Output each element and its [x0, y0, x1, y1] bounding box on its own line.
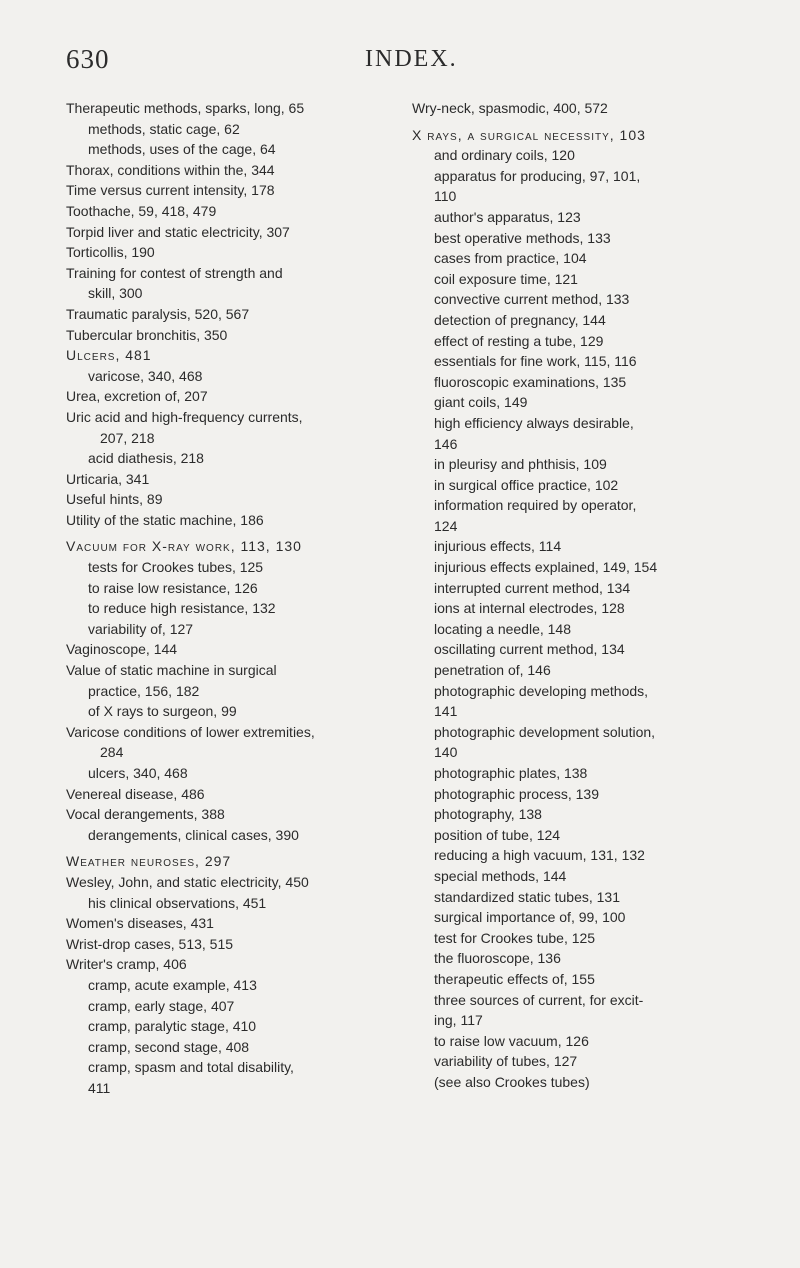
- index-entry: information required by operator,: [434, 497, 637, 514]
- index-entry: ions at internal electrodes, 128: [434, 600, 625, 617]
- index-entry: methods, uses of the cage, 64: [88, 141, 276, 158]
- index-entry: best operative methods, 133: [434, 229, 611, 246]
- index-entry: Therapeutic methods, sparks, long, 65: [66, 100, 305, 116]
- index-entry: Torticollis, 190: [66, 244, 155, 261]
- index-entry: derangements, clinical cases, 390: [88, 826, 299, 843]
- index-entry: skill, 300: [88, 285, 143, 302]
- index-entry: photographic developing methods,: [434, 682, 649, 699]
- index-entry: Wry-neck, spasmodic, 400, 572: [412, 100, 608, 116]
- index-entry: acid diathesis, 218: [88, 450, 204, 467]
- index-entry: cases from practice, 104: [434, 250, 587, 267]
- running-title: INDEX.: [365, 46, 458, 72]
- index-entry: cramp, early stage, 407: [88, 997, 235, 1014]
- index-entry: variability of tubes, 127: [434, 1053, 578, 1070]
- index-entry: Vocal derangements, 388: [66, 806, 225, 823]
- index-entry: Useful hints, 89: [66, 491, 163, 508]
- index-entry: 411: [88, 1079, 111, 1096]
- index-entry: photographic process, 139: [434, 785, 599, 802]
- index-entry: convective current method, 133: [434, 291, 630, 308]
- index-entry: 284: [100, 744, 124, 761]
- index-entry: Vacuum for X-ray work, 113, 130: [66, 538, 302, 555]
- index-entry: Wrist-drop cases, 513, 515: [66, 935, 234, 952]
- index-entry: Time versus current intensity, 178: [66, 182, 275, 199]
- index-entry: three sources of current, for excit-: [434, 991, 644, 1008]
- index-entry: effect of resting a tube, 129: [434, 332, 604, 349]
- index-entry: to raise low vacuum, 126: [434, 1032, 589, 1049]
- index-entry: injurious effects explained, 149, 154: [434, 559, 658, 576]
- index-entry: Torpid liver and static electricity, 307: [66, 223, 290, 240]
- index-entry: 124: [434, 517, 458, 534]
- index-entry: oscillating current method, 134: [434, 641, 625, 658]
- index-entry: cramp, paralytic stage, 410: [88, 1018, 257, 1035]
- index-entry: to raise low resistance, 126: [88, 579, 258, 596]
- index-entry: cramp, spasm and total disability,: [88, 1059, 294, 1076]
- index-entry: Vaginoscope, 144: [66, 641, 178, 658]
- index-entry: in surgical office practice, 102: [434, 476, 619, 493]
- index-entry: of X rays to surgeon, 99: [88, 703, 237, 720]
- index-entry: 146: [434, 435, 458, 452]
- index-entry: high efficiency always desirable,: [434, 414, 634, 431]
- index-entry: 140: [434, 744, 458, 761]
- index-entry: detection of pregnancy, 144: [434, 311, 606, 328]
- page-number: 630: [66, 44, 110, 74]
- index-entry: practice, 156, 182: [88, 682, 200, 699]
- index-entry: Uric acid and high-frequency currents,: [66, 408, 303, 425]
- index-entry: therapeutic effects of, 155: [434, 970, 595, 987]
- index-entry: Wesley, John, and static electricity, 450: [66, 873, 309, 890]
- index-entry: methods, static cage, 62: [88, 120, 240, 137]
- index-entry: Tubercular bronchitis, 350: [66, 326, 228, 343]
- index-entry: to reduce high resistance, 132: [88, 600, 276, 617]
- index-entry: Varicose conditions of lower extremities,: [66, 723, 315, 740]
- index-entry: coil exposure time, 121: [434, 270, 578, 287]
- index-entry: the fluoroscope, 136: [434, 950, 561, 967]
- index-entry: Ulcers, 481: [66, 347, 152, 364]
- index-entry: apparatus for producing, 97, 101,: [434, 167, 641, 184]
- index-entry: interrupted current method, 134: [434, 579, 631, 596]
- index-entry: Toothache, 59, 418, 479: [66, 202, 217, 219]
- index-entry: essentials for fine work, 115, 116: [434, 353, 637, 370]
- index-entry: Weather neuroses, 297: [66, 853, 232, 870]
- index-entry: variability of, 127: [88, 620, 194, 637]
- page-header: [0, 44, 800, 84]
- index-entry: 110: [434, 188, 457, 205]
- index-entry: (see also Crookes tubes): [434, 1073, 590, 1090]
- index-entry: Writer's cramp, 406: [66, 956, 187, 973]
- index-entry: reducing a high vacuum, 131, 132: [434, 847, 645, 864]
- index-entry: cramp, acute example, 413: [88, 976, 257, 993]
- index-entry: position of tube, 124: [434, 826, 561, 843]
- index-entry: photography, 138: [434, 806, 542, 823]
- index-entry: tests for Crookes tubes, 125: [88, 559, 264, 576]
- index-entry: author's apparatus, 123: [434, 208, 581, 225]
- index-entry: injurious effects, 114: [434, 538, 562, 555]
- index-entry: 207, 218: [100, 429, 155, 446]
- index-entry: special methods, 144: [434, 867, 567, 884]
- index-entry: Venereal disease, 486: [66, 785, 205, 802]
- index-entry: photographic development solution,: [434, 723, 656, 740]
- index-entry: Utility of the static machine, 186: [66, 511, 264, 528]
- index-entry: Urea, excretion of, 207: [66, 388, 208, 405]
- index-entry: 141: [434, 703, 458, 720]
- index-entry: ulcers, 340, 468: [88, 765, 188, 781]
- index-entry: test for Crookes tube, 125: [434, 929, 596, 946]
- index-entry: in pleurisy and phthisis, 109: [434, 456, 607, 473]
- index-entry: photographic plates, 138: [434, 765, 588, 781]
- index-entry: and ordinary coils, 120: [434, 147, 575, 164]
- index-entry: standardized static tubes, 131: [434, 888, 621, 905]
- index-column-left: [66, 98, 396, 1099]
- index-entry: fluoroscopic examinations, 135: [434, 373, 627, 390]
- index-entry: varicose, 340, 468: [88, 367, 203, 384]
- index-entry: cramp, second stage, 408: [88, 1038, 250, 1055]
- index-entry: locating a needle, 148: [434, 620, 571, 637]
- index-entry: surgical importance of, 99, 100: [434, 909, 626, 926]
- index-entry: Traumatic paralysis, 520, 567: [66, 305, 250, 322]
- index-entry: Urticaria, 341: [66, 470, 150, 487]
- index-entry: ing, 117: [434, 1012, 483, 1029]
- index-column-right: [412, 98, 748, 1093]
- index-entry: penetration of, 146: [434, 662, 551, 679]
- index-entry: Thorax, conditions within the, 344: [66, 161, 275, 178]
- index-entry: Women's diseases, 431: [66, 915, 214, 932]
- index-entry: his clinical observations, 451: [88, 894, 267, 911]
- index-entry: giant coils, 149: [434, 394, 528, 411]
- index-entry: Training for contest of strength and: [66, 264, 283, 281]
- index-entry: X rays, a surgical necessity, 103: [412, 126, 646, 143]
- index-entry: Value of static machine in surgical: [66, 662, 277, 679]
